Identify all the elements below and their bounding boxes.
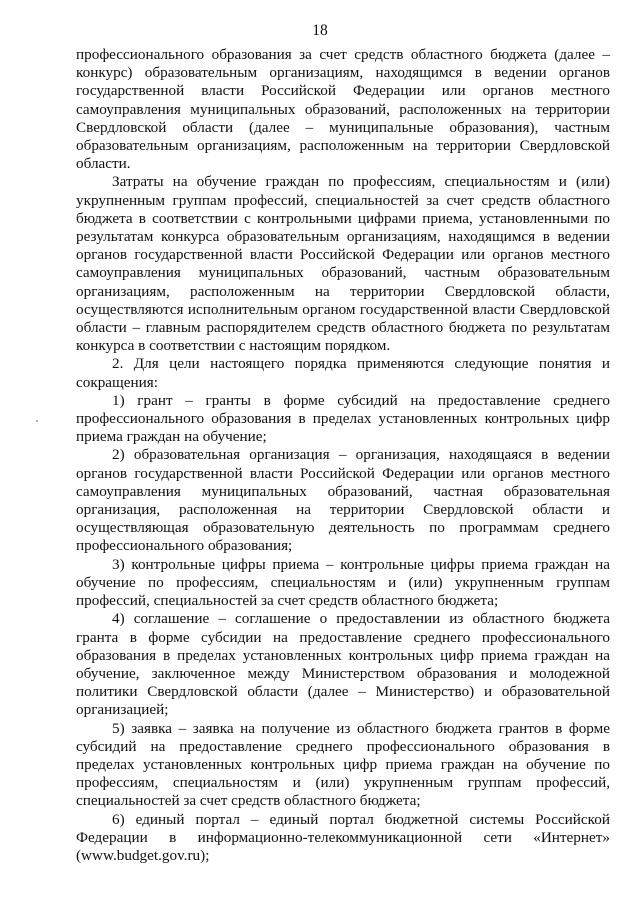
scan-speck: [36, 420, 38, 422]
page-number: 18: [312, 22, 328, 39]
definition-unified-portal: 6) единый портал – единый портал бюджетной системы Российской Федерации в информационно-телекоммуникационной сети «Интернет» (www.budget.gov.ru);: [76, 810, 610, 864]
definition-educational-organization: 2) образовательная организация – организация, находящаяся в ведении органов государственной власти Российской Федерации или органов местного самоуправления муниципальных образований, частная образовательная организация, расположенная на территории Свердловской области и осуществляющая образовательную деятельность по программам среднего профессионального образования;: [76, 446, 610, 555]
paragraph-continuation: профессионального образования за счет средств областного бюджета (далее – конкурс) образовательным организациям, находящимся в ведении органов государственной власти Российской Федерации или органов местного самоуправления муниципальных образований, расположенных на территории Свердловской области (далее – муниципальные образования), частным образовательным организациям, расположенным на территории Свердловской области.: [76, 46, 610, 173]
document-body: [76, 46, 610, 865]
paragraph-costs: Затраты на обучение граждан по профессиям, специальностям и (или) укрупненным группам профессий, специальностей за счет средств областного бюджета в соответствии с контрольными цифрами приема, установленными по результатам конкурса образовательным организациям, находящимся в ведении органов государственной власти Российской Федерации или органов местного самоуправления муниципальных образований, частным образовательным организациям, расположенным на территории Свердловской области, осуществляются исполнительным органом государственной власти Свердловской области – главным распорядителем средств областного бюджета по результатам конкурса в соответствии с настоящим порядком.: [76, 173, 610, 355]
definition-grant: 1) грант – гранты в форме субсидий на предоставление среднего профессионального образования в пределах установленных контрольных цифр приема граждан на обучение;: [76, 391, 610, 446]
paragraph-definitions-intro: 2. Для цели настоящего порядка применяются следующие понятия и сокращения:: [76, 355, 610, 391]
definition-admission-figures: 3) контрольные цифры приема – контрольные цифры приема граждан на обучение по профессиям, специальностям и (или) укрупненным группам профессий, специальностей за счет средств областного бюджета;: [76, 555, 610, 610]
definition-agreement: 4) соглашение – соглашение о предоставлении из областного бюджета гранта в форме субсидии на предоставление среднего профессионального образования в пределах установленных контрольных цифр приема граждан на обучение, заключенное между Министерством образования и молодежной политики Свердловской области (далее – Министерство) и образовательной организацией;: [76, 610, 610, 719]
definition-application: 5) заявка – заявка на получение из областного бюджета грантов в форме субсидий на предоставление среднего профессионального образования в пределах установленных контрольных цифр приема граждан на обучение по профессиям, специальностям и (или) укрупненным группам профессий, специальностей за счет средств областного бюджета;: [76, 719, 610, 810]
